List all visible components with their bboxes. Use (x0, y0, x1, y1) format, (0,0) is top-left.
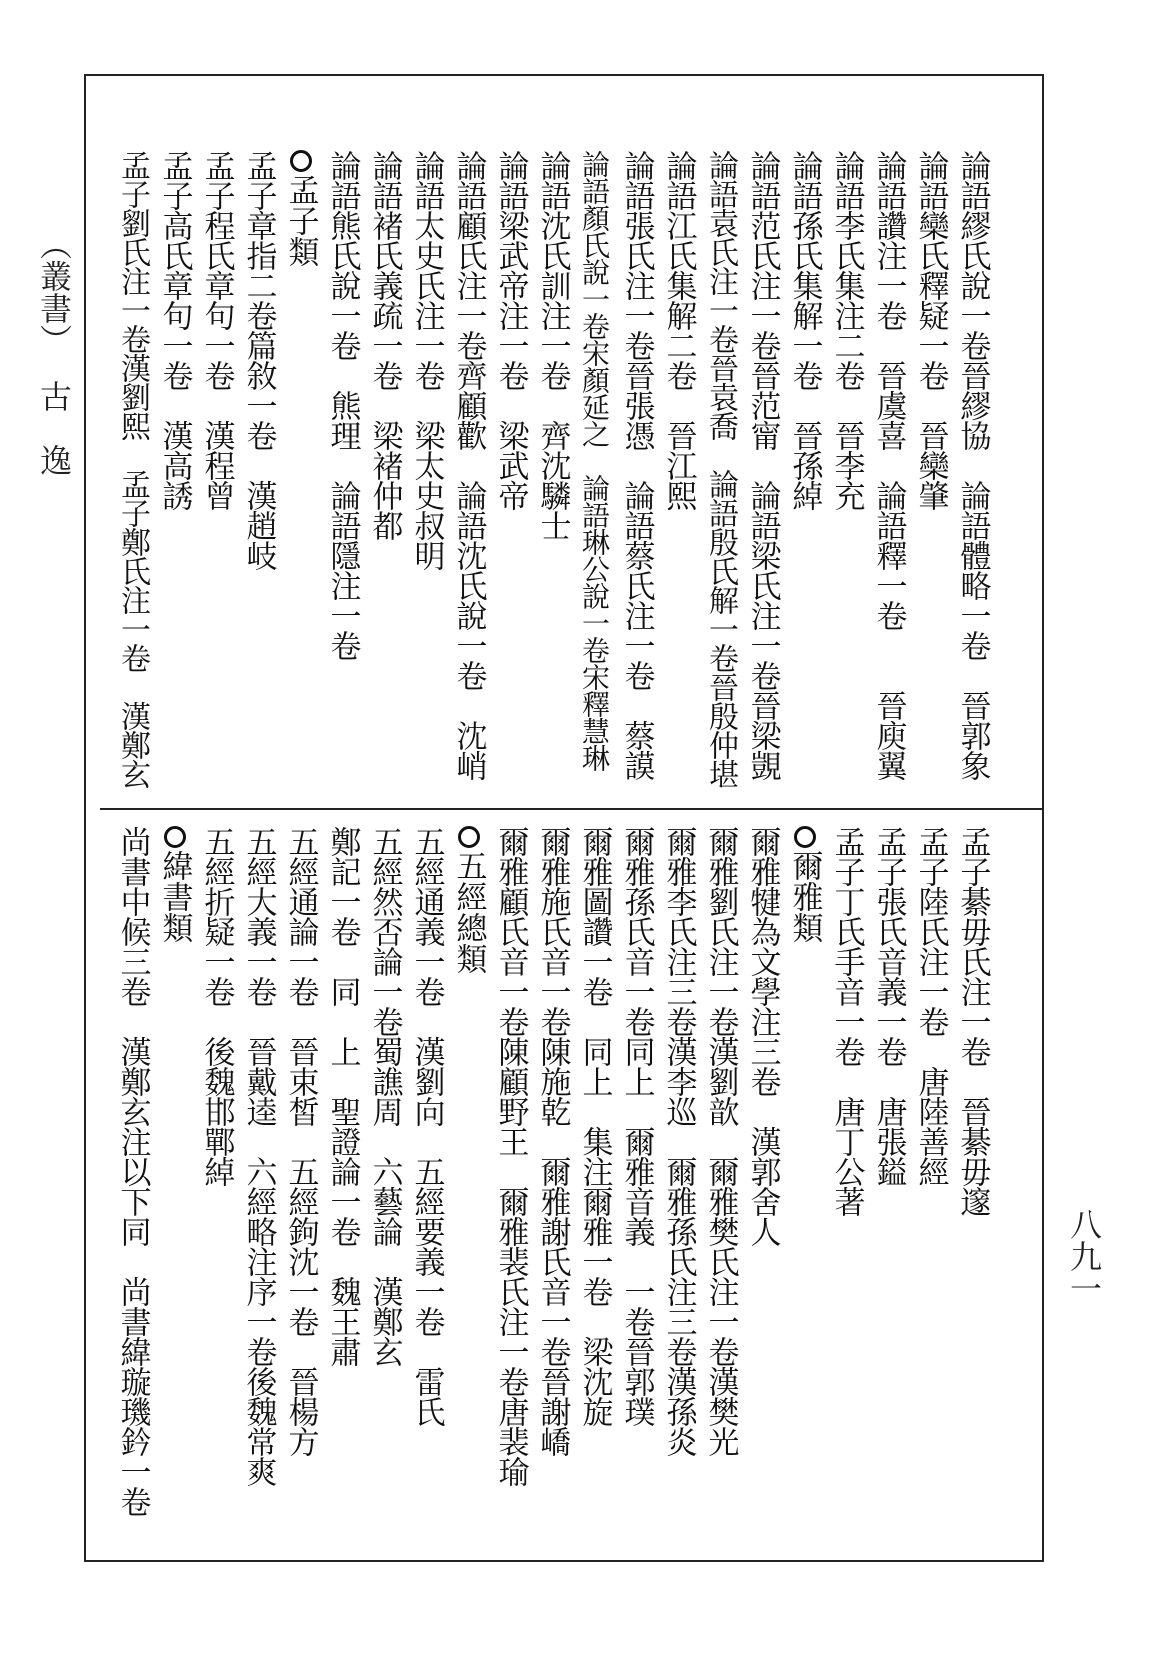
entry-text: 爾雅孫氏音一卷同上 爾雅音義 一卷晉郭璞 (618, 826, 655, 1426)
category-heading: 爾雅類 (786, 850, 823, 943)
text-column (321, 826, 363, 1546)
circle-heading-marker-icon (290, 150, 312, 172)
category-heading: 五經總類 (450, 850, 487, 974)
entry-text: 孟子丁氏手音一卷 唐丁公著 (828, 826, 865, 1216)
text-column (111, 150, 153, 790)
text-column (279, 150, 321, 790)
text-column (951, 826, 993, 1546)
text-column (279, 826, 321, 1546)
text-column (447, 826, 489, 1546)
entry-text: 爾雅顧氏音一卷陳顧野王 爾雅裴氏注一卷唐裴瑜 (492, 826, 529, 1486)
text-column (657, 826, 699, 1546)
text-column (153, 150, 195, 790)
text-column (615, 150, 657, 790)
text-column (909, 826, 951, 1546)
entry-text: 論語繆氏說一卷晉繆協 論語體略一卷 晉郭象 (954, 150, 991, 780)
text-column (237, 150, 279, 790)
circle-heading-marker-icon (164, 826, 186, 848)
entry-text: 孟子高氏章句一卷 漢高誘 (156, 150, 193, 510)
entry-text: 論語褚氏義疏一卷 梁褚仲都 (366, 150, 403, 540)
entry-text: 爾雅劉氏注一卷漢劉歆 爾雅樊氏注一卷漢樊光 (702, 826, 739, 1456)
text-column (867, 150, 909, 790)
entry-text: 論語李氏集注二卷 晉李充 (828, 150, 865, 510)
entry-text: 爾雅犍為文學注三卷 漢郭舍人 (744, 826, 781, 1246)
text-column (405, 150, 447, 790)
section-label: 古 逸 (35, 380, 73, 476)
entry-text: 論語熊氏說一卷 熊理 論語隱注一卷 (324, 150, 361, 660)
text-column (825, 150, 867, 790)
entry-text: 論語沈氏訓注一卷 齊沈驎士 (534, 150, 571, 540)
entry-text: 尚書中候三卷 漢鄭玄注以下同 尚書緯璇璣鈐一卷 (114, 826, 151, 1516)
entry-text: 孟子程氏章句一卷 漢程曾 (198, 150, 235, 510)
text-column (237, 826, 279, 1546)
entry-text: 論語讚注一卷 晉虞喜 論語釋一卷 晉庾翼 (870, 150, 907, 780)
entry-text: 論語顏氏說一卷宋顏延之 論語琳公說一卷宋釋慧琳 (578, 150, 611, 771)
text-column (489, 826, 531, 1546)
entry-text: 爾雅圖讚一卷 同上 集注爾雅一卷 梁沈旋 (576, 826, 613, 1426)
entry-text: 論語欒氏釋疑一卷 晉欒肇 (912, 150, 949, 510)
entry-text: 爾雅李氏注三卷漢李巡 爾雅孫氏注三卷漢孫炎 (660, 826, 697, 1456)
entry-text: 論語梁武帝注一卷 梁武帝 (492, 150, 529, 510)
entry-text: 論語袁氏注一卷晉袁喬 論語殷氏解一卷晉殷仲堪 (703, 150, 738, 788)
entry-text: 論語孫氏集解一卷 晉孫綽 (786, 150, 823, 510)
entry-text: 五經通義一卷 漢劉向 五經要義一卷 雷氏 (408, 826, 445, 1426)
bottom-panel (111, 826, 993, 1546)
entry-text: 論語張氏注一卷晉張憑 論語蔡氏注一卷 蔡謨 (618, 150, 655, 780)
entry-text: 五經大義一卷 晉戴逵 六經略注序一卷後魏常爽 (240, 826, 277, 1486)
circle-heading-marker-icon (794, 826, 816, 848)
text-column (783, 826, 825, 1546)
text-column (573, 150, 615, 790)
entry-text: 五經然否論一卷蜀譙周 六藝論 漢鄭玄 (366, 826, 403, 1366)
text-column (909, 150, 951, 790)
text-column (741, 826, 783, 1546)
entry-text: 論語江氏集解二卷 晉江熙 (660, 150, 697, 510)
entry-text: 孟子張氏音義一卷 唐張鎰 (870, 826, 907, 1186)
entry-text: 五經通論一卷 晉束皙 五經鉤沈一卷 晉楊方 (282, 826, 319, 1456)
text-column (405, 826, 447, 1546)
text-column (363, 150, 405, 790)
category-heading: 緯書類 (156, 850, 193, 943)
text-column (321, 150, 363, 790)
entry-text: 五經折疑一卷 後魏邯鄲綽 (198, 826, 235, 1186)
entry-text: 孟子綦毋氏注一卷 晉綦毋邃 (954, 826, 991, 1216)
entry-text: 鄭記一卷 同 上 聖證論一卷 魏王肅 (324, 826, 361, 1366)
text-column (867, 826, 909, 1546)
circle-heading-marker-icon (458, 826, 480, 848)
top-panel (111, 150, 993, 790)
text-column (195, 826, 237, 1546)
text-column (699, 826, 741, 1546)
section-divider (100, 808, 1044, 810)
text-column (153, 826, 195, 1546)
entry-text: 孟子劉氏注一卷漢劉熙 孟子鄭氏注一卷 漢鄭玄 (115, 150, 150, 788)
category-heading: 孟子類 (282, 174, 319, 267)
series-label: （叢書） (35, 228, 73, 356)
text-column (573, 826, 615, 1546)
text-column (825, 826, 867, 1546)
entry-text: 孟子陸氏注一卷 唐陸善經 (912, 826, 949, 1186)
text-column (447, 150, 489, 790)
entry-text: 論語太史氏注一卷 梁太史叔明 (408, 150, 445, 570)
text-column (195, 150, 237, 790)
text-column (951, 150, 993, 790)
page-number: 八九一 (1065, 1208, 1103, 1304)
entry-text: 論語范氏注一卷晉范甯 論語梁氏注一卷晉梁覬 (744, 150, 781, 780)
text-column (489, 150, 531, 790)
text-column (657, 150, 699, 790)
text-column (111, 826, 153, 1546)
text-column (783, 150, 825, 790)
text-column (741, 150, 783, 790)
text-column (699, 150, 741, 790)
text-column (615, 826, 657, 1546)
text-column (363, 826, 405, 1546)
entry-text: 論語顧氏注一卷齊顧歡 論語沈氏說一卷 沈峭 (450, 150, 487, 780)
text-column (531, 150, 573, 790)
entry-text: 爾雅施氏音一卷陳施乾 爾雅謝氏音一卷晉謝嶠 (534, 826, 571, 1456)
text-column (531, 826, 573, 1546)
entry-text: 孟子章指二卷篇敘一卷 漢趙岐 (240, 150, 277, 570)
